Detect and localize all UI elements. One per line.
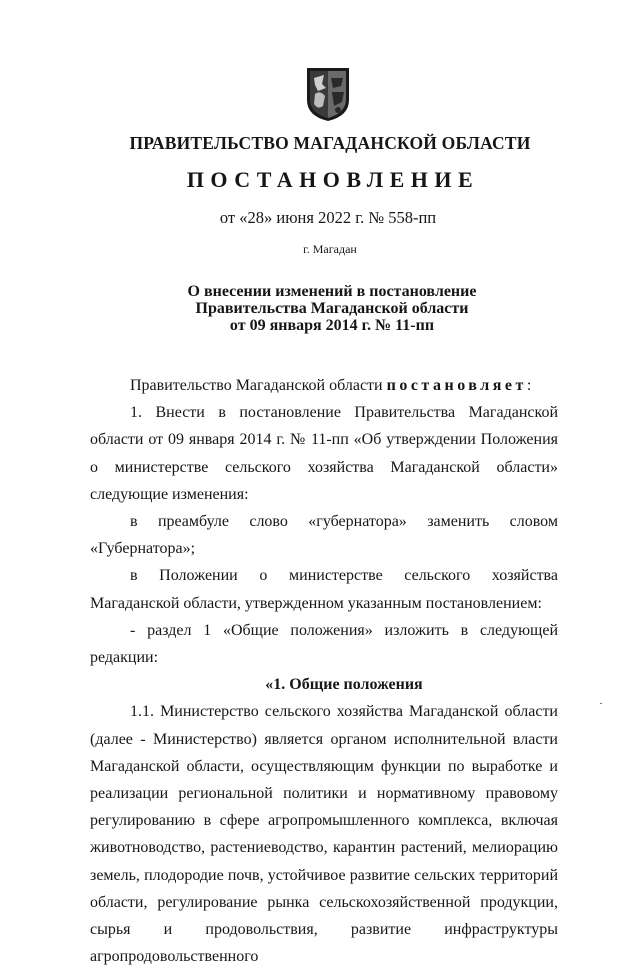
regulation-paragraph: в Положении о министерстве сельского хозяйства Магаданской области, утвержденном указанным постановлением: <box>90 567 558 612</box>
government-title: ПРАВИТЕЛЬСТВО МАГАДАНСКОЙ ОБЛАСТИ <box>129 133 531 153</box>
intro-lead: Правительство Магаданской области <box>130 377 383 394</box>
item-1-paragraph: 1. Внести в постановление Правительства Магаданской области от 09 января 2014 г. № 11-пп «Об утверждении Положения о министерстве сельского хозяйства Магаданской области» следующие изменения: <box>90 404 558 503</box>
section-change-paragraph: - раздел 1 «Общие положения» изложить в следующей редакции: <box>90 621 558 667</box>
section-title: «1. Общие положения <box>265 676 423 694</box>
intro-colon: : <box>526 377 532 394</box>
document-subject <box>0 283 640 334</box>
document-city: г. Магадан <box>303 242 357 256</box>
document-body <box>90 372 558 970</box>
intro-paragraph <box>90 372 558 399</box>
coat-of-arms-icon <box>305 66 351 122</box>
document-date-number: от «28» июня 2022 г. № 558-пп <box>219 208 437 227</box>
preamble-paragraph: в преамбуле слово «губернатора» заменить словом «Губернатора»; <box>90 513 558 558</box>
document-type: ПОСТАНОВЛЕНИЕ <box>186 167 480 192</box>
intro-verb: постановляет <box>386 377 527 394</box>
scan-speck <box>600 703 602 704</box>
subject-line-1: О внесении изменений в постановление <box>187 283 477 300</box>
subject-line-3: от 09 января 2014 г. № 11-пп <box>229 317 435 334</box>
clause-1-1-paragraph: 1.1. Министерство сельского хозяйства Магаданской области (далее - Министерство) является органом исполнительной власти Магаданской области, осуществляющим функции по выработке и реализации региональной политики и нормативному правовому регулированию в сфере агропромышленного комплекса, включая животноводство, растениеводство, карантин растений, мелиорацию земель, плодородие почв, устойчивое развитие сельских территорий области, регулирование рынка сельскохозяйственной продукции, сырья и продовольствия, развитие инфраструктуры агропродовольственного <box>90 703 558 966</box>
subject-line-2: Правительства Магаданской области <box>195 300 469 317</box>
